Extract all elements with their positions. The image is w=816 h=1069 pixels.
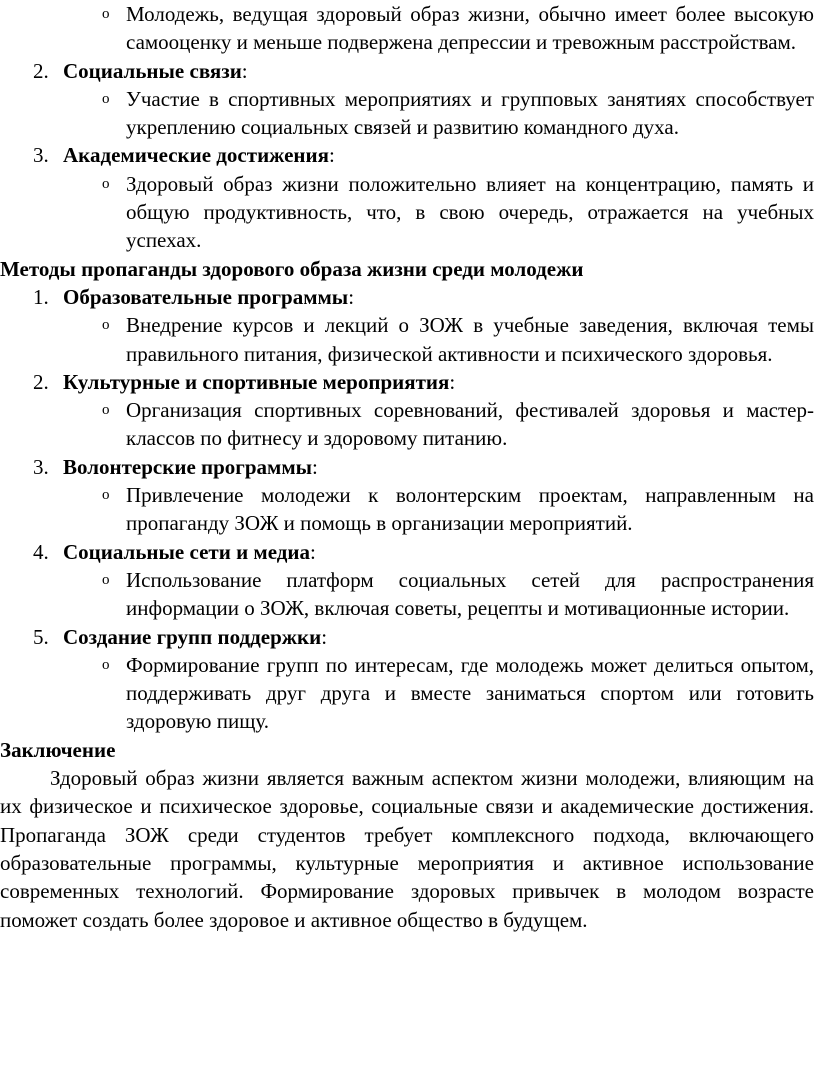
bullet-marker: o — [102, 90, 110, 107]
methods-heading: Методы пропаганды здорового образа жизни среди молодежи — [0, 256, 584, 281]
conclusion-heading: Заключение — [0, 737, 116, 762]
method-title: Культурные и спортивные мероприятия — [63, 369, 450, 394]
intro-bullet-text: Молодежь, ведущая здоровый образ жизни, обычно имеет более высокую самооценку и меньше подвержена депрессии и тревожным расстройствам. — [126, 2, 814, 55]
method-bullet-education — [0, 311, 816, 368]
conclusion-paragraph: Здоровый образ жизни является важным аспектом жизни молодежи, влияющим на их физическое и психическое здоровье, социальные связи и академические достижения. Пропаганда ЗОЖ среди студентов требует комплексного подхода, включающего образовательные программы, культурные мероприятия и активное использование современных технологий. Формирование здоровых привычек в молодом возрасте поможет создать более здоровое и активное общество в будущем. — [0, 766, 814, 932]
bullet-marker: o — [102, 487, 110, 504]
benefit-title: Социальные связи — [63, 58, 242, 83]
colon: : — [449, 369, 456, 394]
list-number: 3. — [33, 143, 49, 168]
benefit-bullet-text: Участие в спортивных мероприятиях и групповых занятиях способствует укреплению социальных связей и развитию командного духа. — [126, 86, 814, 140]
list-number: 4. — [33, 539, 49, 564]
list-number: 5. — [33, 624, 49, 649]
method-bullet-events — [0, 396, 816, 453]
bullet-marker: o — [102, 571, 110, 588]
method-bullet-text: Формирование групп по интересам, где молодежь может делиться опытом, поддерживать друг друга и вместе заниматься спортом или готовить здоровую пищу. — [126, 652, 814, 734]
method-title: Образовательные программы — [63, 284, 349, 309]
bullet-marker: o — [102, 402, 110, 419]
benefit-bullet-text: Здоровый образ жизни положительно влияет на концентрацию, память и общую продуктивность, что, в свою очередь, отражается на учебных успехах. — [126, 171, 814, 253]
method-item-events — [0, 368, 816, 396]
list-number: 2. — [33, 369, 49, 394]
benefit-item-academic — [0, 141, 816, 169]
method-bullet-volunteer — [0, 481, 816, 538]
method-bullet-text: Организация спортивных соревнований, фестивалей здоровья и мастер-классов по фитнесу и здоровому питанию. — [126, 398, 814, 451]
colon: : — [241, 58, 248, 83]
list-number: 2. — [33, 58, 49, 83]
colon: : — [321, 624, 328, 649]
method-item-social-media — [0, 538, 816, 566]
colon: : — [329, 143, 335, 168]
method-item-education — [0, 283, 816, 311]
benefit-title: Академические достижения — [63, 143, 329, 168]
method-bullet-support-groups — [0, 651, 816, 736]
colon: : — [312, 454, 318, 479]
colon: : — [348, 284, 355, 309]
list-number: 3. — [33, 454, 49, 479]
benefit-item-social — [0, 57, 816, 85]
bullet-marker: o — [102, 175, 110, 192]
bullet-marker: o — [102, 6, 110, 22]
colon: : — [310, 539, 316, 564]
method-item-support-groups — [0, 623, 816, 651]
bullet-marker: o — [102, 317, 110, 334]
method-title: Волонтерские программы — [63, 454, 313, 479]
benefit-bullet-social — [0, 85, 816, 142]
method-title: Создание групп поддержки — [63, 624, 322, 649]
benefit-bullet-academic — [0, 170, 816, 255]
bullet-marker: o — [102, 656, 110, 673]
intro-bullet-item — [0, 0, 816, 57]
method-title: Социальные сети и медиа — [63, 539, 310, 564]
method-item-volunteer — [0, 453, 816, 481]
method-bullet-social-media — [0, 566, 816, 623]
method-bullet-text: Использование платформ социальных сетей для распространения информации о ЗОЖ, включая советы, рецепты и мотивационные истории. — [126, 567, 814, 621]
method-bullet-text: Привлечение молодежи к волонтерским проектам, направленным на пропаганду ЗОЖ и помощь в организации мероприятий. — [126, 483, 814, 536]
list-number: 1. — [33, 284, 49, 309]
method-bullet-text: Внедрение курсов и лекций о ЗОЖ в учебные заведения, включая темы правильного питания, физической активности и психического здоровья. — [126, 313, 814, 366]
